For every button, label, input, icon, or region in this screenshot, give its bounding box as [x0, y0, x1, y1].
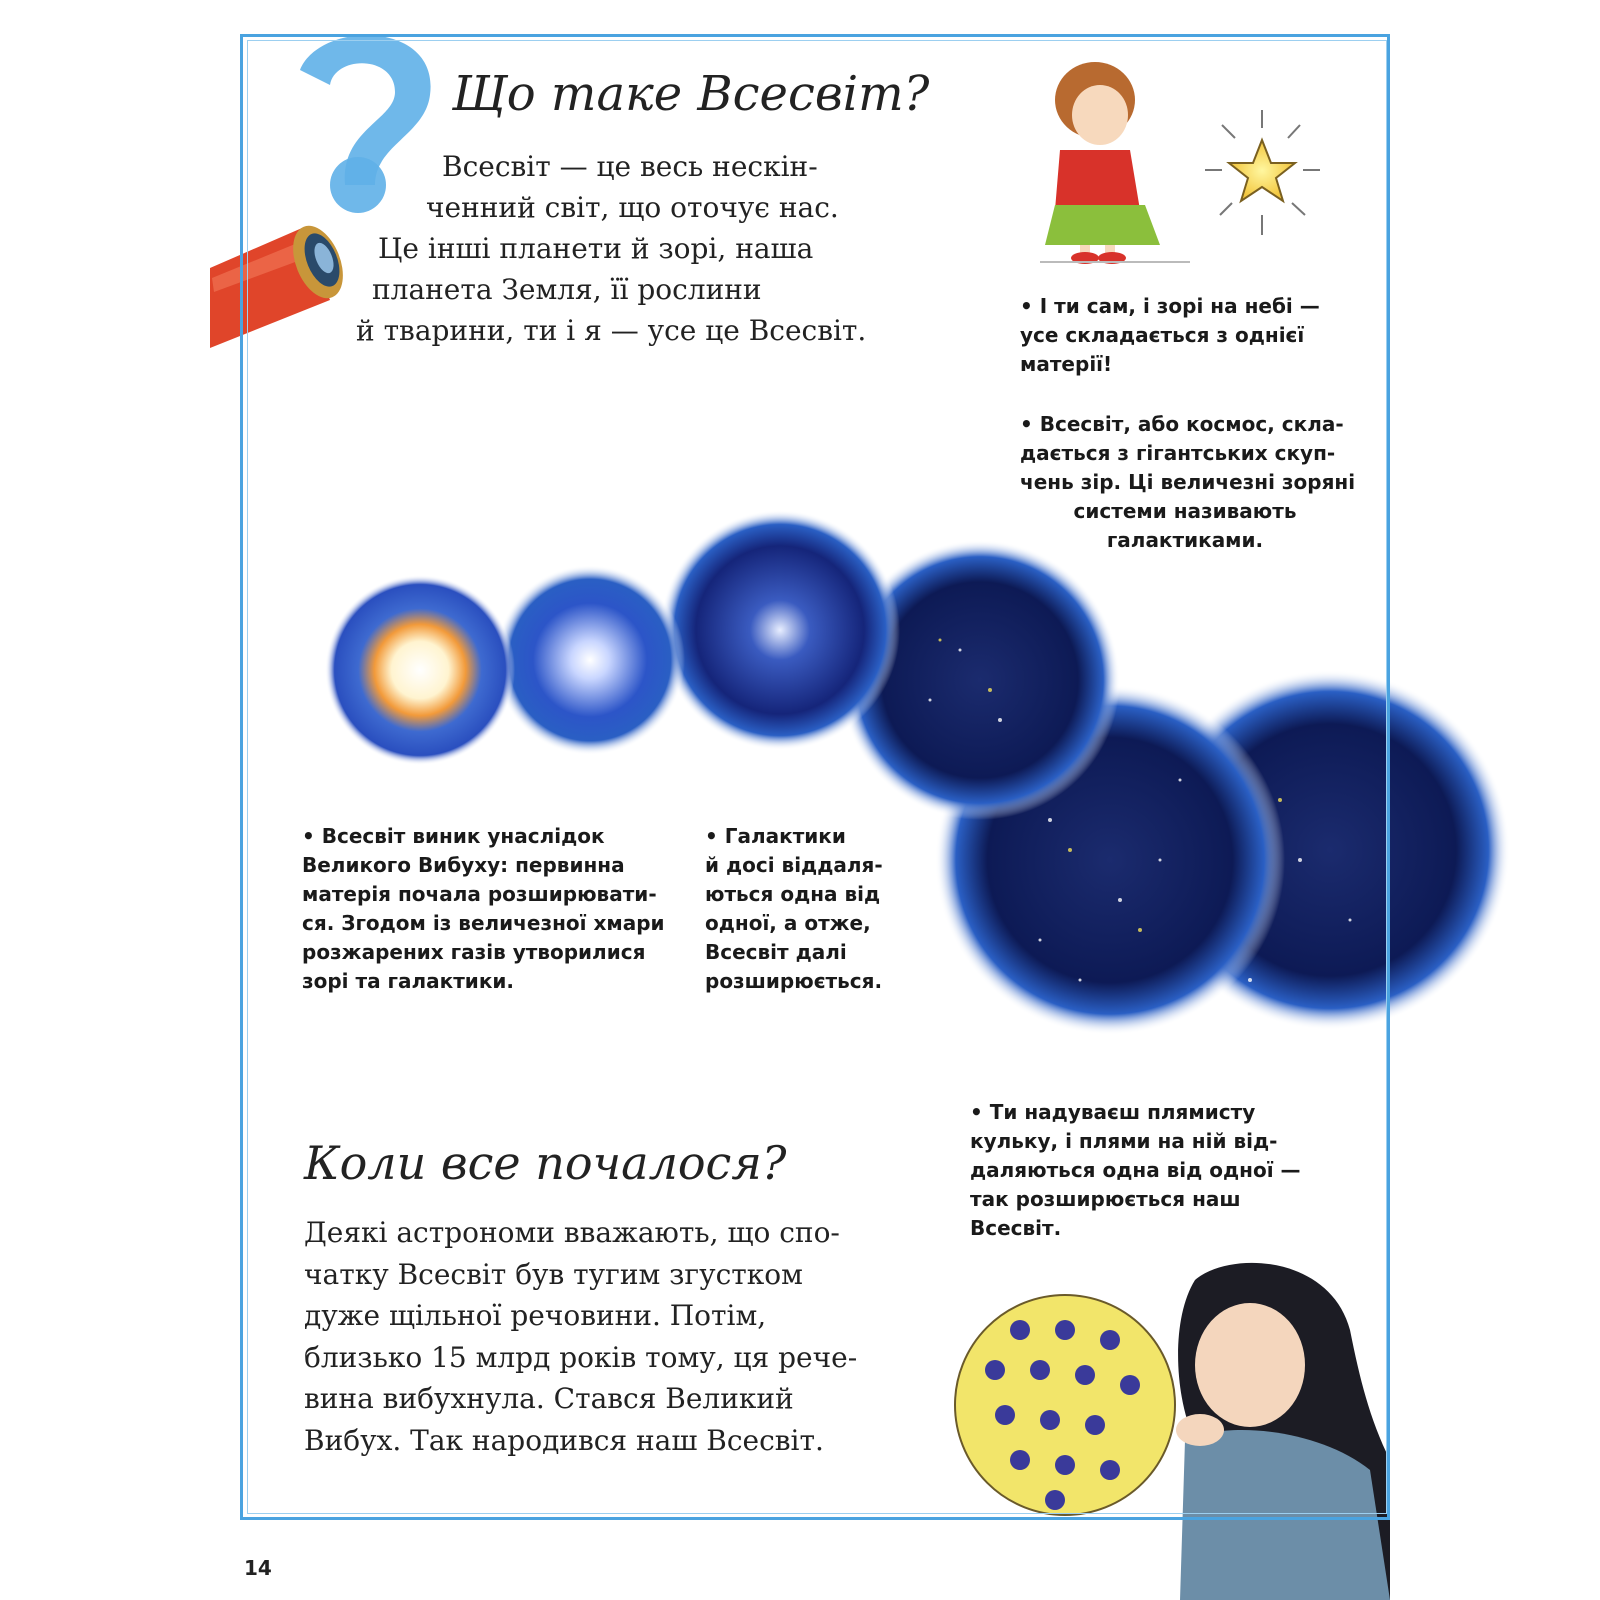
side-note-line: • І ти сам, і зорі на небі — [1020, 294, 1320, 318]
body-paragraph [304, 1212, 924, 1461]
body-line: вина вибухнула. Стався Великий [304, 1382, 794, 1415]
intro-line: й тварини, ти і я — усе це Всесвіт. [356, 314, 867, 347]
intro-line: планета Земля, її рослини [372, 273, 762, 306]
caption-line: й досі віддаля- [705, 853, 883, 877]
caption-line: розширюється. [705, 969, 883, 993]
intro-line: Це інші планети й зорі, наша [378, 232, 814, 265]
side-note-matter [1020, 292, 1340, 379]
side-note-line: усе складається з однієї [1020, 323, 1305, 347]
body-line: близько 15 млрд років тому, ця рече- [304, 1340, 858, 1374]
body-line: чатку Всесвіт був тугим згустком [304, 1257, 803, 1291]
caption-line: кульку, і плями на ній від- [970, 1129, 1278, 1153]
body-line: дуже щільної речовини. Потім, [304, 1299, 767, 1332]
caption-big-bang [302, 822, 682, 996]
intro-line: Всесвіт — це весь нескін- [442, 150, 818, 183]
caption-line: Всесвіт. [970, 1216, 1062, 1240]
caption-line: Всесвіт далі [705, 940, 847, 964]
caption-line: одної, а отже, [705, 911, 871, 935]
side-note-line: чень зір. Ці величезні зоряні [1020, 470, 1356, 494]
side-note-line: системи називають [1073, 499, 1297, 523]
section-heading: Коли все почалося? [304, 1136, 787, 1190]
page-number: 14 [244, 1556, 272, 1580]
caption-galaxies [705, 822, 905, 996]
caption-line: • Ти надуваєш плямисту [970, 1100, 1256, 1124]
caption-line: • Всесвіт виник унаслідок [302, 824, 605, 848]
page-title: Що таке Всесвіт? [452, 66, 930, 122]
side-note-line: • Всесвіт, або космос, скла- [1020, 412, 1344, 436]
intro-line: ченний світ, що оточує нас. [426, 191, 839, 224]
caption-line: • Галактики [705, 824, 846, 848]
caption-balloon [970, 1098, 1330, 1243]
side-note-line: дається з гігантських скуп- [1020, 441, 1336, 465]
caption-line: зорі та галактики. [302, 969, 515, 993]
caption-line: матерія почала розширювати- [302, 882, 657, 906]
side-note-line: матерії! [1020, 352, 1113, 376]
side-note-line: галактиками. [1106, 528, 1264, 552]
side-note-galaxies [1020, 410, 1356, 555]
body-line: Деякі астрономи вважають, що спо- [304, 1216, 840, 1249]
caption-line: Великого Вибуху: первинна [302, 853, 625, 877]
caption-line: так розширюється наш [970, 1187, 1241, 1211]
caption-line: ся. Згодом із величезної хмари [302, 911, 665, 935]
body-line: Вибух. Так народився наш Всесвіт. [304, 1423, 824, 1457]
caption-line: ються одна від [705, 882, 881, 906]
caption-line: розжарених газів утворилися [302, 940, 646, 964]
intro-paragraph [340, 146, 940, 351]
caption-line: даляються одна від одної — [970, 1158, 1301, 1182]
